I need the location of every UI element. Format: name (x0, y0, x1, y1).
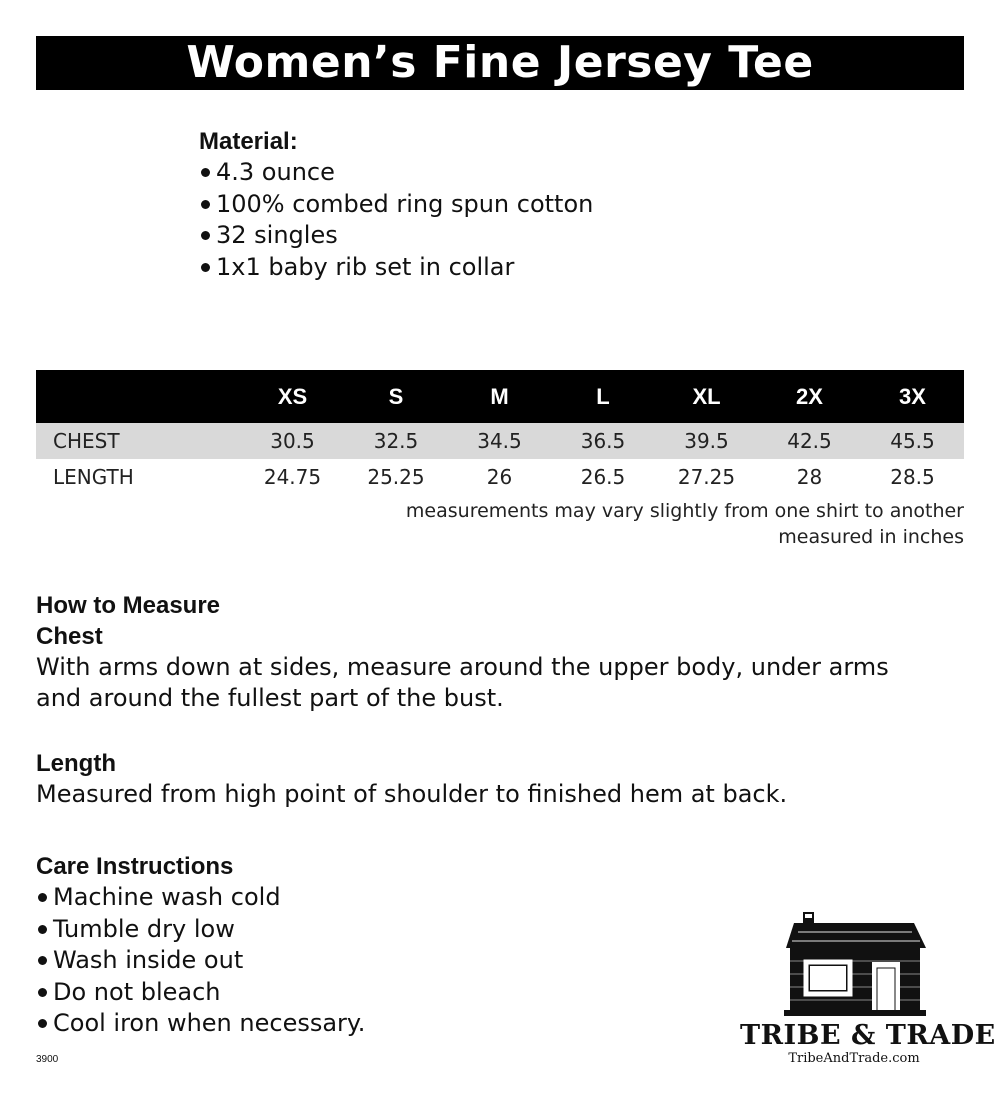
table-cell: 32.5 (373, 429, 419, 453)
material-item: 100% combed ring spun cotton (216, 189, 594, 218)
style-code: 3900 (36, 1054, 59, 1065)
table-row (36, 423, 964, 459)
length-heading: Length (36, 750, 116, 777)
bullet-icon (201, 168, 210, 177)
bullet-icon (38, 893, 47, 902)
list-item (36, 882, 365, 914)
size-header: 3X (899, 383, 926, 409)
length-instructions: Measured from high point of shoulder to finished hem at back. (36, 780, 788, 808)
table-cell: 26 (486, 465, 513, 489)
size-header: M (490, 383, 509, 409)
header-blank (36, 370, 241, 423)
care-item: Machine wash cold (53, 883, 281, 911)
table-row (36, 459, 964, 495)
material-item: 32 singles (216, 221, 338, 249)
bullet-icon (38, 925, 47, 934)
list-item (199, 252, 593, 284)
size-header: XS (277, 383, 308, 409)
chest-instructions-cont: and around the fullest part of the bust. (36, 684, 504, 712)
material-item: 4.3 ounce (216, 158, 335, 186)
care-list (36, 882, 365, 1040)
brand-url: TribeAndTrade.com (788, 1051, 920, 1066)
table-cell: 45.5 (890, 429, 935, 453)
title-bar (36, 36, 964, 90)
house-logo-icon (780, 908, 928, 1018)
bullet-icon (38, 956, 47, 965)
units-note: measured in inches (778, 526, 964, 548)
bullet-icon (38, 1019, 47, 1028)
list-item (36, 945, 365, 977)
table-cell: 27.25 (677, 465, 736, 489)
care-section (36, 851, 365, 1040)
table-cell: 28.5 (890, 465, 935, 489)
size-header: L (596, 383, 610, 409)
size-header-row (36, 370, 964, 423)
table-cell: 30.5 (270, 429, 315, 453)
material-heading: Material: (199, 128, 298, 155)
care-heading: Care Instructions (36, 853, 234, 880)
material-item: 1x1 baby rib set in collar (216, 252, 515, 281)
list-item (199, 189, 593, 221)
list-item (36, 914, 365, 946)
care-item: Do not bleach (53, 977, 221, 1006)
measurement-note: measurements may vary slightly from one shirt to another (405, 500, 964, 522)
list-item (36, 977, 365, 1009)
care-item: Cool iron when necessary. (53, 1009, 366, 1037)
how-to-measure-heading: How to Measure (36, 592, 221, 619)
list-item (199, 157, 593, 189)
chest-heading: Chest (36, 623, 103, 650)
table-cell: 42.5 (787, 429, 832, 453)
care-item: Wash inside out (53, 946, 244, 974)
bullet-icon (201, 200, 210, 209)
table-cell: 34.5 (477, 429, 522, 453)
table-cell: 26.5 (580, 465, 626, 489)
row-label: CHEST (53, 429, 120, 453)
size-chart-table (36, 370, 964, 495)
size-header: S (388, 383, 404, 409)
table-cell: 25.25 (367, 465, 425, 489)
bullet-icon (38, 988, 47, 997)
size-header: 2X (796, 383, 823, 409)
bullet-icon (201, 263, 210, 272)
bullet-icon (201, 231, 210, 240)
chest-instructions: With arms down at sides, measure around the upper body, under arms (36, 653, 889, 681)
table-cell: 24.75 (263, 465, 322, 489)
list-item (199, 220, 593, 252)
table-cell: 39.5 (684, 429, 729, 453)
material-list (199, 157, 593, 283)
page-title: Women’s Fine Jersey Tee (186, 37, 814, 88)
table-cell: 36.5 (580, 429, 626, 453)
brand-logo (740, 908, 996, 1068)
size-header: XL (692, 383, 721, 409)
row-label: LENGTH (53, 465, 134, 489)
list-item (36, 1008, 365, 1040)
material-section (199, 126, 593, 283)
table-cell: 28 (796, 465, 823, 489)
how-to-measure-section (36, 590, 964, 810)
brand-name: TRIBE & TRADE (740, 1020, 996, 1051)
care-item: Tumble dry low (53, 914, 235, 943)
